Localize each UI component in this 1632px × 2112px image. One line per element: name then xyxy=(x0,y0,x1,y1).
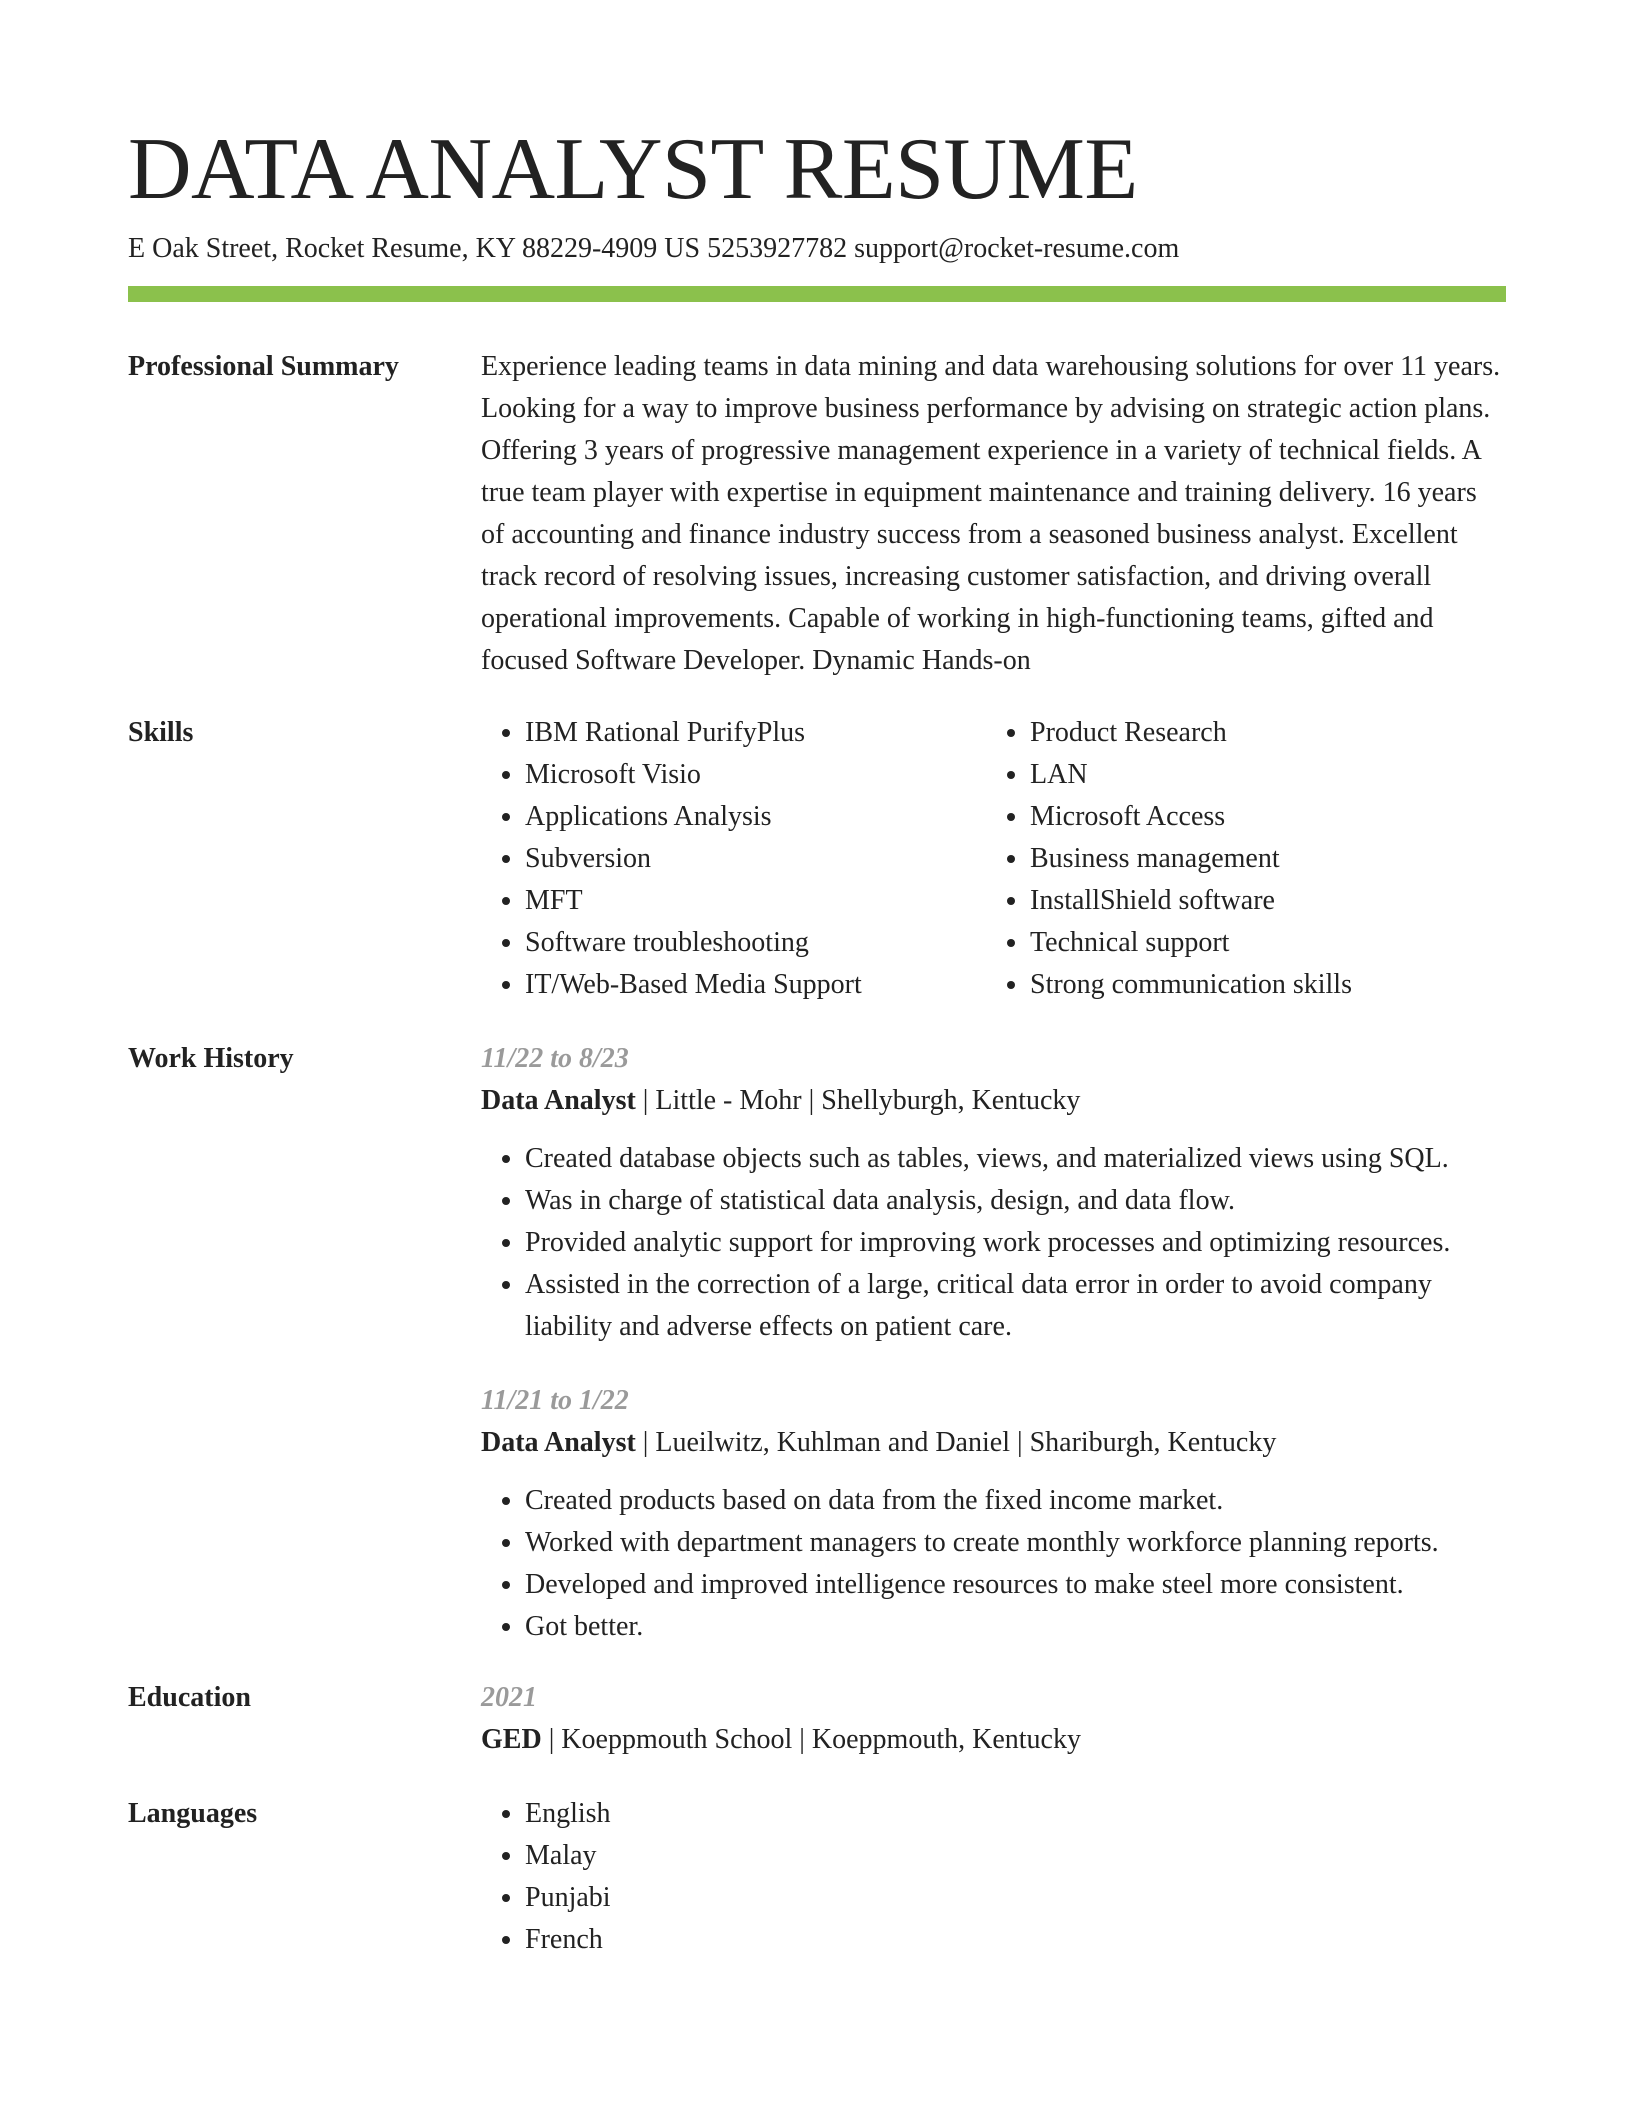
job-dates: 11/21 to 1/22 xyxy=(481,1385,629,1416)
job-bullet: • Developed and improved intelligence resources to make steel more consistent. xyxy=(525,1564,1506,1606)
skill-item: • Applications Analysis xyxy=(525,796,1025,838)
job-bullet: • Was in charge of statistical data analysis, design, and data flow. xyxy=(525,1180,1506,1222)
education-label: Education xyxy=(128,1682,251,1713)
job-dates: 11/22 to 8/23 xyxy=(481,1043,629,1074)
resume-title: DATA ANALYST RESUME xyxy=(128,121,1138,218)
education-degree: GED xyxy=(481,1724,542,1755)
skill-item: • IT/Web-Based Media Support xyxy=(525,964,1025,1006)
job-details: | Lueilwitz, Kuhlman and Daniel | Shariburgh, Kentucky xyxy=(635,1427,1277,1458)
job-role: Data Analyst xyxy=(481,1085,636,1116)
job-bullet: • Worked with department managers to create monthly workforce planning reports. xyxy=(525,1522,1506,1564)
job-details: | Little - Mohr | Shellyburgh, Kentucky xyxy=(635,1085,1081,1116)
skill-item: • IBM Rational PurifyPlus xyxy=(525,712,1025,754)
language-item: • English xyxy=(525,1793,1506,1835)
skill-item: • Technical support xyxy=(1030,922,1530,964)
job-bullet: • Got better. xyxy=(525,1606,1506,1648)
job-bullet: • Provided analytic support for improving work processes and optimizing resources. xyxy=(525,1222,1506,1264)
language-item: • Punjabi xyxy=(525,1877,1506,1919)
job-bullet: • Created database objects such as tables, views, and materialized views using SQL. xyxy=(525,1138,1506,1180)
education-details: | Koeppmouth School | Koeppmouth, Kentucky xyxy=(541,1724,1081,1755)
skill-item: • MFT xyxy=(525,880,1025,922)
skills-label: Skills xyxy=(128,717,194,748)
job-role: Data Analyst xyxy=(481,1427,636,1458)
skill-item: • Microsoft Visio xyxy=(525,754,1025,796)
contact-line: E Oak Street, Rocket Resume, KY 88229-4909 US 5253927782 support@rocket-resume.com xyxy=(128,233,1180,264)
skill-item: • Microsoft Access xyxy=(1030,796,1530,838)
language-item: • Malay xyxy=(525,1835,1506,1877)
skill-item: • LAN xyxy=(1030,754,1530,796)
job-bullets xyxy=(481,1138,1506,1348)
skills-list-right xyxy=(986,712,1530,1006)
job-bullet: • Created products based on data from the fixed income market. xyxy=(525,1480,1506,1522)
skills-list-left xyxy=(481,712,1025,1006)
accent-divider xyxy=(128,286,1506,302)
education-year: 2021 xyxy=(481,1682,537,1713)
skill-item: • Software troubleshooting xyxy=(525,922,1025,964)
skill-item: • Subversion xyxy=(525,838,1025,880)
skill-item: • Business management xyxy=(1030,838,1530,880)
job-title-line xyxy=(481,1422,1506,1464)
work-history-label: Work History xyxy=(128,1043,294,1074)
skill-item: • Strong communication skills xyxy=(1030,964,1530,1006)
skill-item: • Product Research xyxy=(1030,712,1530,754)
languages-list xyxy=(481,1793,1506,1961)
education-line xyxy=(481,1719,1506,1761)
summary-label: Professional Summary xyxy=(128,351,399,382)
language-item: • French xyxy=(525,1919,1506,1961)
languages-label: Languages xyxy=(128,1798,258,1829)
job-bullet: • Assisted in the correction of a large, critical data error in order to avoid company liability and adverse effects on patient care. xyxy=(525,1264,1506,1348)
job-entry xyxy=(481,1038,1506,1348)
job-entry xyxy=(481,1380,1506,1648)
skill-item: • InstallShield software xyxy=(1030,880,1530,922)
job-bullets xyxy=(481,1480,1506,1648)
summary-text: Experience leading teams in data mining and data warehousing solutions for over 11 years. Looking for a way to improve business performance by advising on strategic action plans. Offering 3 years of progressive management experience in a variety of technical fields. A true team player with expertise in equipment maintenance and training delivery. 16 years of accounting and finance industry success from a seasoned business analyst. Excellent track record of resolving issues, increasing customer satisfaction, and driving overall operational improvements. Capable of working in high-functioning teams, gifted and focused Software Developer. Dynamic Hands-on xyxy=(481,351,1501,676)
job-title-line xyxy=(481,1080,1506,1122)
